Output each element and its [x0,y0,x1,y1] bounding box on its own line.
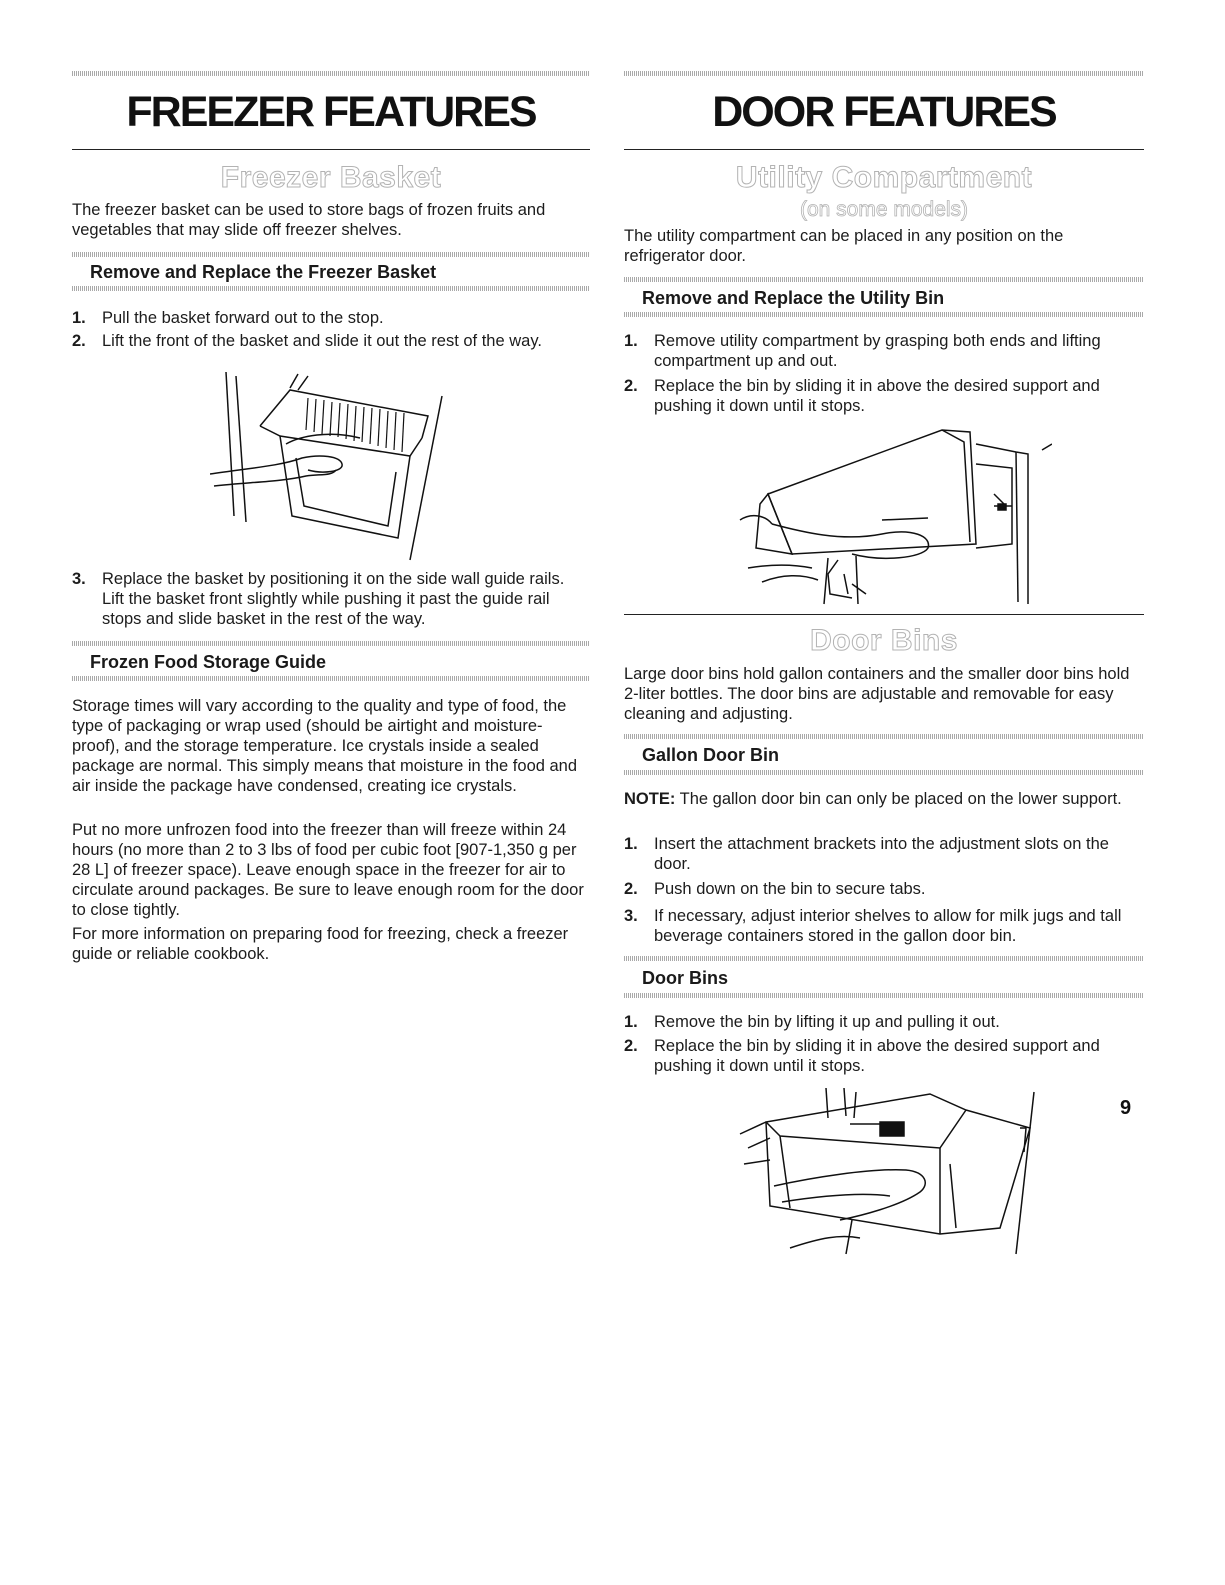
subsection-rule [624,956,1144,961]
subsection-rule [72,676,590,681]
guide-paragraph-1: Storage times will vary according to the quality and type of food, the type of packaging or wrap used (should be airtight and moisture-proof), and the storage temperature. Ice crystals inside a sealed package are normal. This simply means that moisture in the food and air inside the package have condensed, creating ice crystals. [72,697,578,795]
step-number: 1. [624,332,638,350]
subsection-rule [72,252,590,257]
section-title-utility-compartment: Utility Compartment [735,161,1033,194]
heading-rule [624,149,1144,150]
heading-rule [72,149,590,150]
utility-intro: The utility compartment can be placed in any position on the refrigerator door. [624,227,1064,265]
top-dotted-rule [624,71,1144,76]
step-number: 2. [624,1037,638,1055]
subheading-gallon-door-bin: Gallon Door Bin [642,745,779,765]
subsection-rule [624,993,1144,998]
subheading-frozen-food-guide: Frozen Food Storage Guide [90,652,327,672]
utility-bin-illustration [732,424,1052,606]
step-number: 3. [624,907,638,925]
step-text: Insert the attachment brackets into the adjustment slots on the door. [654,835,1109,873]
step-number: 1. [624,1013,638,1031]
step-number: 1. [624,835,638,853]
section-title-door-bins: Door Bins [810,624,958,657]
step-number: 2. [624,880,638,898]
subsection-rule [624,770,1144,775]
section-rule [624,614,1144,615]
step-text: Remove the bin by lifting it up and pulling it out. [654,1013,1000,1031]
page-heading-door: DOOR FEATURES [712,88,1056,136]
top-dotted-rule [72,71,590,76]
step-text: Replace the basket by positioning it on the side wall guide rails. Lift the basket front slightly while pushing it past the guide rail stops and slide basket in the rest of the way. [102,570,565,628]
page-number: 9 [1120,1097,1132,1119]
doorbins-step-2 [624,1036,1144,1076]
subheading-door-bins: Door Bins [642,968,729,988]
freezer-basket-illustration [210,366,450,562]
subsection-rule [624,734,1144,739]
subsection-rule [624,277,1144,282]
freezer-basket-intro: The freezer basket can be used to store bags of frozen fruits and vegetables that may slide off freezer shelves. [72,201,546,239]
step-number: 2. [72,332,86,350]
guide-paragraph-3: For more information on preparing food for freezing, check a freezer guide or reliable cookbook. [72,925,569,963]
step-number: 1. [72,309,86,327]
subheading-remove-utility-bin: Remove and Replace the Utility Bin [642,288,945,308]
gallon-step-2 [624,879,1144,899]
note-text: The gallon door bin can only be placed on the lower support. [675,790,1122,808]
step-text: Replace the bin by sliding it in above the desired support and pushing it down until it stops. [654,1037,1100,1075]
section-title-freezer-basket: Freezer Basket [220,161,442,194]
subsection-rule [624,312,1144,317]
gallon-step-3 [624,906,1144,946]
step-number: 2. [624,377,638,395]
note-label: NOTE: [624,790,676,808]
step-text: Replace the bin by sliding it in above the desired support and pushing it down until it stops. [654,377,1100,415]
step-text: Pull the basket forward out to the stop. [102,309,384,327]
utility-step-2 [624,376,1144,416]
freezer-step-1 [72,308,590,328]
step-text: Lift the front of the basket and slide it out the rest of the way. [102,332,542,350]
door-bin-illustration [730,1088,1040,1258]
page-heading-freezer: FREEZER FEATURES [126,88,536,136]
subsection-rule [72,286,590,291]
freezer-step-3 [72,569,590,629]
subheading-remove-freezer-basket: Remove and Replace the Freezer Basket [90,262,437,282]
section-subtitle-some-models: (on some models) [799,198,969,221]
gallon-note [624,789,1144,809]
door-bins-intro: Large door bins hold gallon containers and the smaller door bins hold 2-liter bottles. The door bins are adjustable and removable for easy cleaning and adjusting. [624,665,1130,723]
step-text: Push down on the bin to secure tabs. [654,880,926,898]
doorbins-step-1 [624,1012,1144,1032]
step-number: 3. [72,570,86,588]
step-text: Remove utility compartment by grasping both ends and lifting compartment up and out. [654,332,1101,370]
gallon-step-1 [624,834,1144,874]
subsection-rule [72,641,590,646]
freezer-step-2 [72,331,590,351]
step-text: If necessary, adjust interior shelves to allow for milk jugs and tall beverage containers stored in the gallon door bin. [654,907,1122,945]
utility-step-1 [624,331,1144,371]
guide-paragraph-2: Put no more unfrozen food into the freezer than will freeze within 24 hours (no more than 2 to 3 lbs of food per cubic foot [907-1,350 g per 28 L] of freezer space). Leave enough space in the freezer for air to circulate around packages. Be sure to leave enough room for the door to close tightly. [72,821,584,919]
